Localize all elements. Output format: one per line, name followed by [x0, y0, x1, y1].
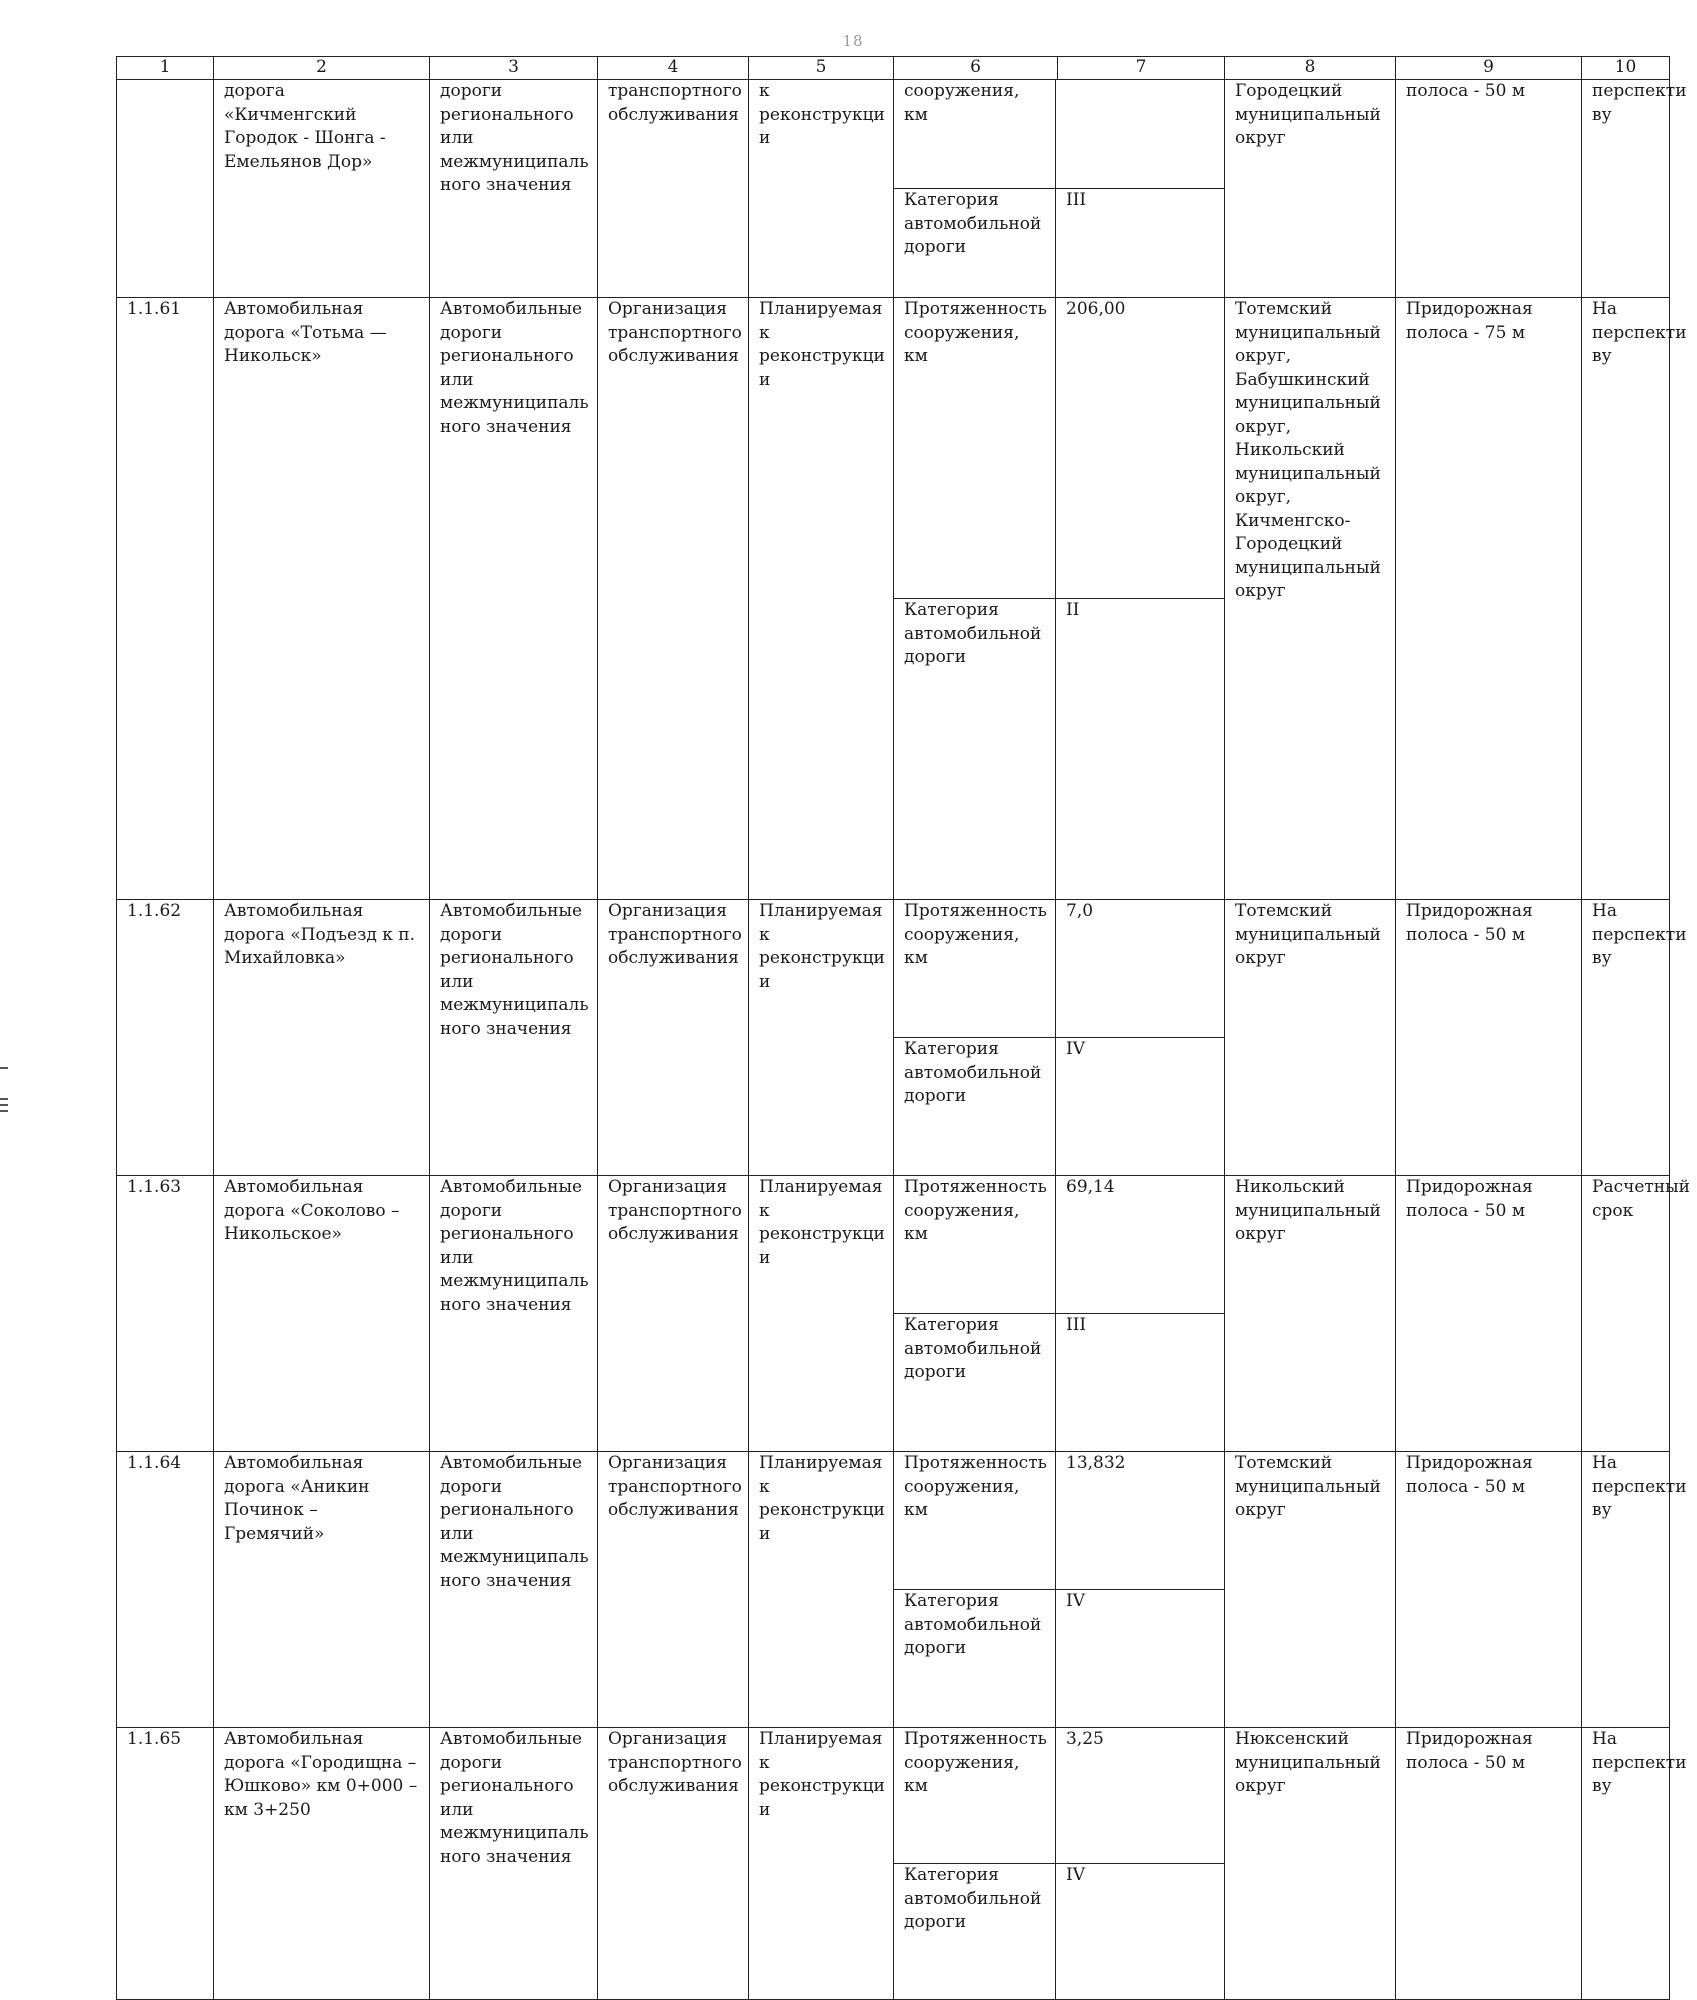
road-name: Автомобильная дорога «Соколово – Никольское» — [214, 1176, 430, 1452]
parameters-cell — [894, 1728, 1225, 2000]
parameter-category-value: III — [1066, 190, 1087, 210]
page-number: 18 — [842, 32, 864, 50]
parameters-cell — [894, 298, 1225, 900]
implementation-term: Расчетный срок — [1582, 1176, 1670, 1452]
header-cell: 9 — [1396, 57, 1582, 80]
location: Городецкий муниципальный округ — [1225, 80, 1396, 298]
margin-mark — [0, 1098, 8, 1100]
implementation-term: На перспекти ву — [1582, 298, 1670, 900]
row-number: 1.1.65 — [117, 1728, 214, 2000]
location: Тотемский муниципальный округ — [1225, 1452, 1396, 1728]
road-type: Автомобильные дороги регионального или межмуниципаль ного значения — [430, 1176, 598, 1452]
road-type: Автомобильные дороги регионального или межмуниципаль ного значения — [430, 1728, 598, 2000]
road-type: Автомобильные дороги регионального или межмуниципаль ного значения — [430, 1452, 598, 1728]
header-cell: 7 — [1135, 57, 1147, 77]
row-number: 1.1.62 — [117, 900, 214, 1176]
status: Планируемая к реконструкци и — [749, 1452, 894, 1728]
header-cell: 5 — [749, 57, 894, 80]
parameters-cell — [894, 1452, 1225, 1728]
road-name: дорога «Кичменгский Городок - Шонга - Емельянов Дор» — [214, 80, 430, 298]
parameter-category-label: Категория автомобильной дороги — [894, 1314, 1056, 1452]
parameter-length-value: 7,0 — [1056, 900, 1225, 1038]
location: Нюксенский муниципальный округ — [1225, 1728, 1396, 2000]
row-number: 1.1.61 — [117, 298, 214, 900]
purpose: Организация транспортного обслуживания — [598, 900, 749, 1176]
header-cell: 4 — [598, 57, 749, 80]
row-number: 1.1.63 — [117, 1176, 214, 1452]
margin-mark — [0, 1110, 8, 1112]
parameter-category-label: Категория автомобильной дороги — [894, 189, 1056, 298]
parameter-length-label: Протяженность сооружения, км — [894, 1728, 1056, 1864]
status: Планируемая к реконструкци и — [749, 1176, 894, 1452]
roadside-zone: Придорожная полоса - 50 м — [1396, 1176, 1582, 1452]
parameter-category-value: III — [1066, 1315, 1087, 1335]
parameter-length-label: сооружения, км — [894, 80, 1056, 189]
parameters-cell — [894, 80, 1225, 298]
header-cell: 1 — [117, 57, 214, 80]
row-number: 1.1.64 — [117, 1452, 214, 1728]
parameters-cell — [894, 900, 1225, 1176]
header-cell: 8 — [1225, 57, 1396, 80]
parameter-length-value — [1056, 80, 1225, 189]
road-name: Автомобильная дорога «Аникин Починок – Гремячий» — [214, 1452, 430, 1728]
roads-table — [116, 56, 1690, 2000]
purpose: Организация транспортного обслуживания — [598, 298, 749, 900]
roadside-zone: полоса - 50 м — [1396, 80, 1582, 298]
status: Планируемая к реконструкци и — [749, 298, 894, 900]
status: к реконструкци и — [749, 80, 894, 298]
parameter-length-value: 3,25 — [1056, 1728, 1225, 1864]
header-cell: 6 — [894, 57, 1058, 79]
parameter-category-value: IV — [1066, 1591, 1085, 1611]
road-type: Автомобильные дороги регионального или межмуниципаль ного значения — [430, 900, 598, 1176]
table-row — [117, 1176, 1670, 1452]
location: Тотемский муниципальный округ — [1225, 900, 1396, 1176]
table-row — [117, 900, 1670, 1176]
parameter-category-value: II — [1066, 600, 1080, 620]
parameter-length-value: 69,14 — [1056, 1176, 1225, 1314]
parameter-length-label: Протяженность сооружения, км — [894, 1176, 1056, 1314]
parameter-length-label: Протяженность сооружения, км — [894, 1452, 1056, 1590]
table-row — [117, 80, 1670, 298]
purpose: Организация транспортного обслуживания — [598, 1176, 749, 1452]
margin-mark — [0, 1104, 8, 1106]
road-name: Автомобильная дорога «Городищна – Юшково» км 0+000 – км 3+250 — [214, 1728, 430, 2000]
implementation-term: На перспекти ву — [1582, 900, 1670, 1176]
parameter-category-label: Категория автомобильной дороги — [894, 1864, 1056, 2000]
header-row — [117, 57, 1670, 80]
parameter-category-label: Категория автомобильной дороги — [894, 1590, 1056, 1728]
header-cell-params — [894, 57, 1225, 80]
road-name: Автомобильная дорога «Тотьма — Никольск» — [214, 298, 430, 900]
parameters-cell — [894, 1176, 1225, 1452]
location: Никольский муниципальный округ — [1225, 1176, 1396, 1452]
status: Планируемая к реконструкци и — [749, 900, 894, 1176]
implementation-term: перспекти ву — [1582, 80, 1670, 298]
road-type: Автомобильные дороги регионального или межмуниципаль ного значения — [430, 298, 598, 900]
table-row — [117, 298, 1670, 900]
parameter-length-label: Протяженность сооружения, км — [894, 900, 1056, 1038]
header-cell: 3 — [430, 57, 598, 80]
table-row — [117, 1728, 1670, 2000]
purpose: Организация транспортного обслуживания — [598, 1728, 749, 2000]
header-cell: 2 — [214, 57, 430, 80]
purpose: Организация транспортного обслуживания — [598, 1452, 749, 1728]
road-name: Автомобильная дорога «Подъезд к п. Михайловка» — [214, 900, 430, 1176]
parameter-category-label: Категория автомобильной дороги — [894, 599, 1056, 900]
purpose: транспортного обслуживания — [598, 80, 749, 298]
row-number — [117, 80, 214, 298]
implementation-term: На перспекти ву — [1582, 1728, 1670, 2000]
status: Планируемая к реконструкци и — [749, 1728, 894, 2000]
table-row — [117, 1452, 1670, 1728]
margin-mark — [0, 1067, 8, 1069]
implementation-term: На перспекти ву — [1582, 1452, 1670, 1728]
header-cell: 10 — [1582, 57, 1670, 80]
parameter-length-label: Протяженность сооружения, км — [894, 298, 1056, 599]
roadside-zone: Придорожная полоса - 75 м — [1396, 298, 1582, 900]
location: Тотемский муниципальный округ, Бабушкинский муниципальный округ, Никольский муниципальный округ, Кичменгско- Городецкий муниципальный округ — [1225, 298, 1396, 900]
parameter-category-value: IV — [1066, 1865, 1085, 1885]
parameter-category-label: Категория автомобильной дороги — [894, 1038, 1056, 1176]
roadside-zone: Придорожная полоса - 50 м — [1396, 1728, 1582, 2000]
roadside-zone: Придорожная полоса - 50 м — [1396, 900, 1582, 1176]
parameter-category-value: IV — [1066, 1039, 1085, 1059]
roadside-zone: Придорожная полоса - 50 м — [1396, 1452, 1582, 1728]
road-type: дороги регионального или межмуниципаль ного значения — [430, 80, 598, 298]
parameter-length-value: 206,00 — [1056, 298, 1225, 599]
parameter-length-value: 13,832 — [1056, 1452, 1225, 1590]
